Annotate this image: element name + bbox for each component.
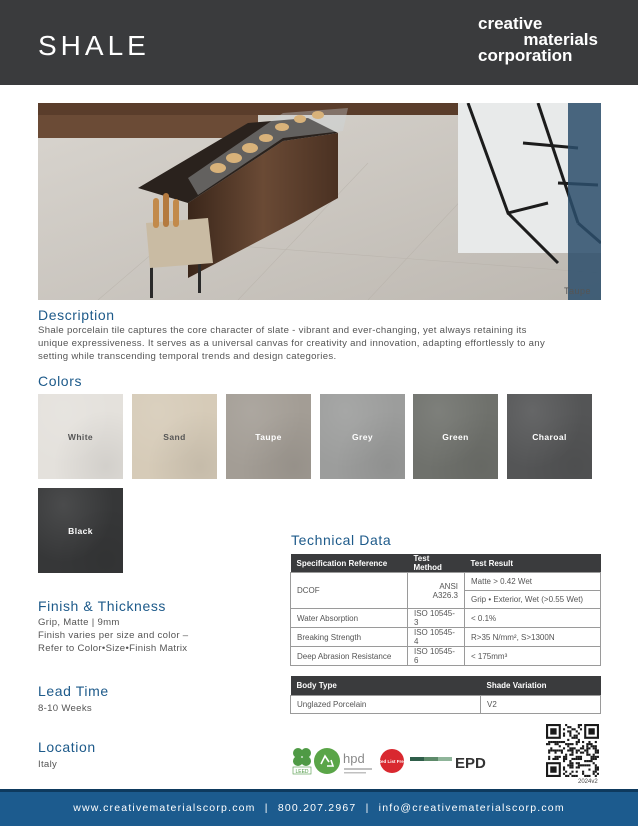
swatch-label: Black [68, 525, 93, 536]
result-cell: < 175mm³ [465, 647, 601, 666]
phone-link[interactable]: 800.207.2967 [277, 802, 357, 814]
color-swatch-white [38, 394, 123, 479]
column-header: Shade Variation [481, 676, 601, 695]
colors-heading: Colors [38, 373, 83, 389]
swatch-label: Green [442, 431, 469, 442]
product-title: SHALE [38, 30, 150, 61]
finish-heading: Finish & Thickness [38, 598, 167, 614]
method-cell: ISO 10545-3 [408, 609, 465, 628]
brand-logo [478, 16, 598, 64]
body-type-table [290, 676, 601, 714]
finish-line-2: Finish varies per size and color – [38, 630, 189, 641]
result-cell: R>35 N/mm², S>1300N [465, 628, 601, 647]
color-swatch-black [38, 488, 123, 573]
table-row [291, 647, 601, 666]
swatch-label: Taupe [255, 431, 282, 442]
technical-heading: Technical Data [291, 532, 392, 548]
column-header: Body Type [291, 676, 481, 695]
qr-code[interactable] [546, 724, 599, 777]
qr-code-pattern [546, 724, 599, 777]
lead-time-value: 8-10 Weeks [38, 703, 93, 714]
color-swatch-taupe [226, 394, 311, 479]
spec-cell: DCOF [291, 573, 408, 609]
swatch-label: Charoal [532, 431, 567, 442]
method-cell: ISO 10545-4 [408, 628, 465, 647]
color-swatch-green [413, 394, 498, 479]
recycle-logo [314, 748, 340, 774]
spec-cell: Deep Abrasion Resistance [291, 647, 408, 666]
hero-caption: Taupe [563, 286, 591, 296]
color-swatch-sand [132, 394, 217, 479]
spec-cell: Breaking Strength [291, 628, 408, 647]
swatch-label: Sand [163, 431, 186, 442]
color-swatch-charoal [507, 394, 592, 479]
version-label: 2024v2 [578, 779, 598, 785]
bakery-interior-photo [38, 103, 601, 300]
table-row [291, 628, 601, 647]
red-list-free-logo [378, 749, 407, 773]
color-swatch-grey [320, 394, 405, 479]
column-header: Test Method [408, 554, 465, 573]
email-link[interactable]: info@creativematerialscorp.com [378, 802, 565, 814]
table-row [291, 609, 601, 628]
description-text [38, 324, 601, 363]
red-list-label: Red List Free [377, 759, 407, 764]
hero-image [38, 103, 601, 300]
brand-line-2: materials [523, 30, 598, 49]
footer-contact [0, 802, 638, 814]
location-value: Italy [38, 759, 58, 770]
table-header-row [291, 676, 601, 695]
brand-line-1: creative [478, 14, 543, 33]
website-link[interactable]: www.creativematerialscorp.com [73, 802, 256, 814]
table-row [291, 573, 601, 591]
technical-data-table [290, 554, 601, 666]
swatch-label: Grey [352, 431, 373, 442]
footer-separator: | [365, 802, 370, 814]
description-line-3: setting while transcending temporal trends and design categories. [38, 351, 337, 362]
method-cell: ISO 10545-6 [408, 647, 465, 666]
table-header-row [291, 554, 601, 573]
column-header: Specification Reference [291, 554, 408, 573]
finish-text [38, 616, 268, 655]
result-cell: < 0.1% [465, 609, 601, 628]
swatch-label: White [67, 431, 94, 442]
result-cell: Matte > 0.42 Wet [465, 573, 601, 591]
certification-logos [290, 746, 540, 776]
finish-line-1: Grip, Matte | 9mm [38, 617, 120, 628]
certification-logo-strip [290, 746, 540, 776]
hpd-label: hpd [343, 751, 365, 766]
column-header: Test Result [465, 554, 601, 573]
footer-bar [0, 789, 638, 826]
shade-cell: V2 [481, 695, 601, 713]
finish-line-3: Refer to Color•Size•Finish Matrix [38, 643, 188, 654]
footer-separator: | [264, 802, 269, 814]
method-cell: ANSI A326.3 [408, 573, 465, 609]
table-row [291, 695, 601, 713]
description-heading: Description [38, 307, 115, 323]
leed-label: LEED [295, 769, 309, 775]
description-line-1: Shale porcelain tile captures the core character of slate - vibrant and ever-changing, yet always retaining its [38, 325, 527, 336]
epd-label: EPD [455, 755, 486, 772]
hpd-logo [343, 751, 372, 774]
epd-logo [410, 755, 486, 772]
header-bar [0, 0, 638, 85]
brand-line-3: corporation [478, 46, 573, 65]
leed-logo [293, 748, 311, 775]
spec-cell: Water Absorption [291, 609, 408, 628]
description-line-2: unique expressiveness. It serves as a universal canvas for creativity and innovation, adapting effortlessly to any [38, 338, 546, 349]
lead-time-heading: Lead Time [38, 683, 109, 699]
result-cell: Grip • Exterior, Wet (>0.55 Wet) [465, 591, 601, 609]
body-type-cell: Unglazed Porcelain [291, 695, 481, 713]
location-heading: Location [38, 739, 96, 755]
